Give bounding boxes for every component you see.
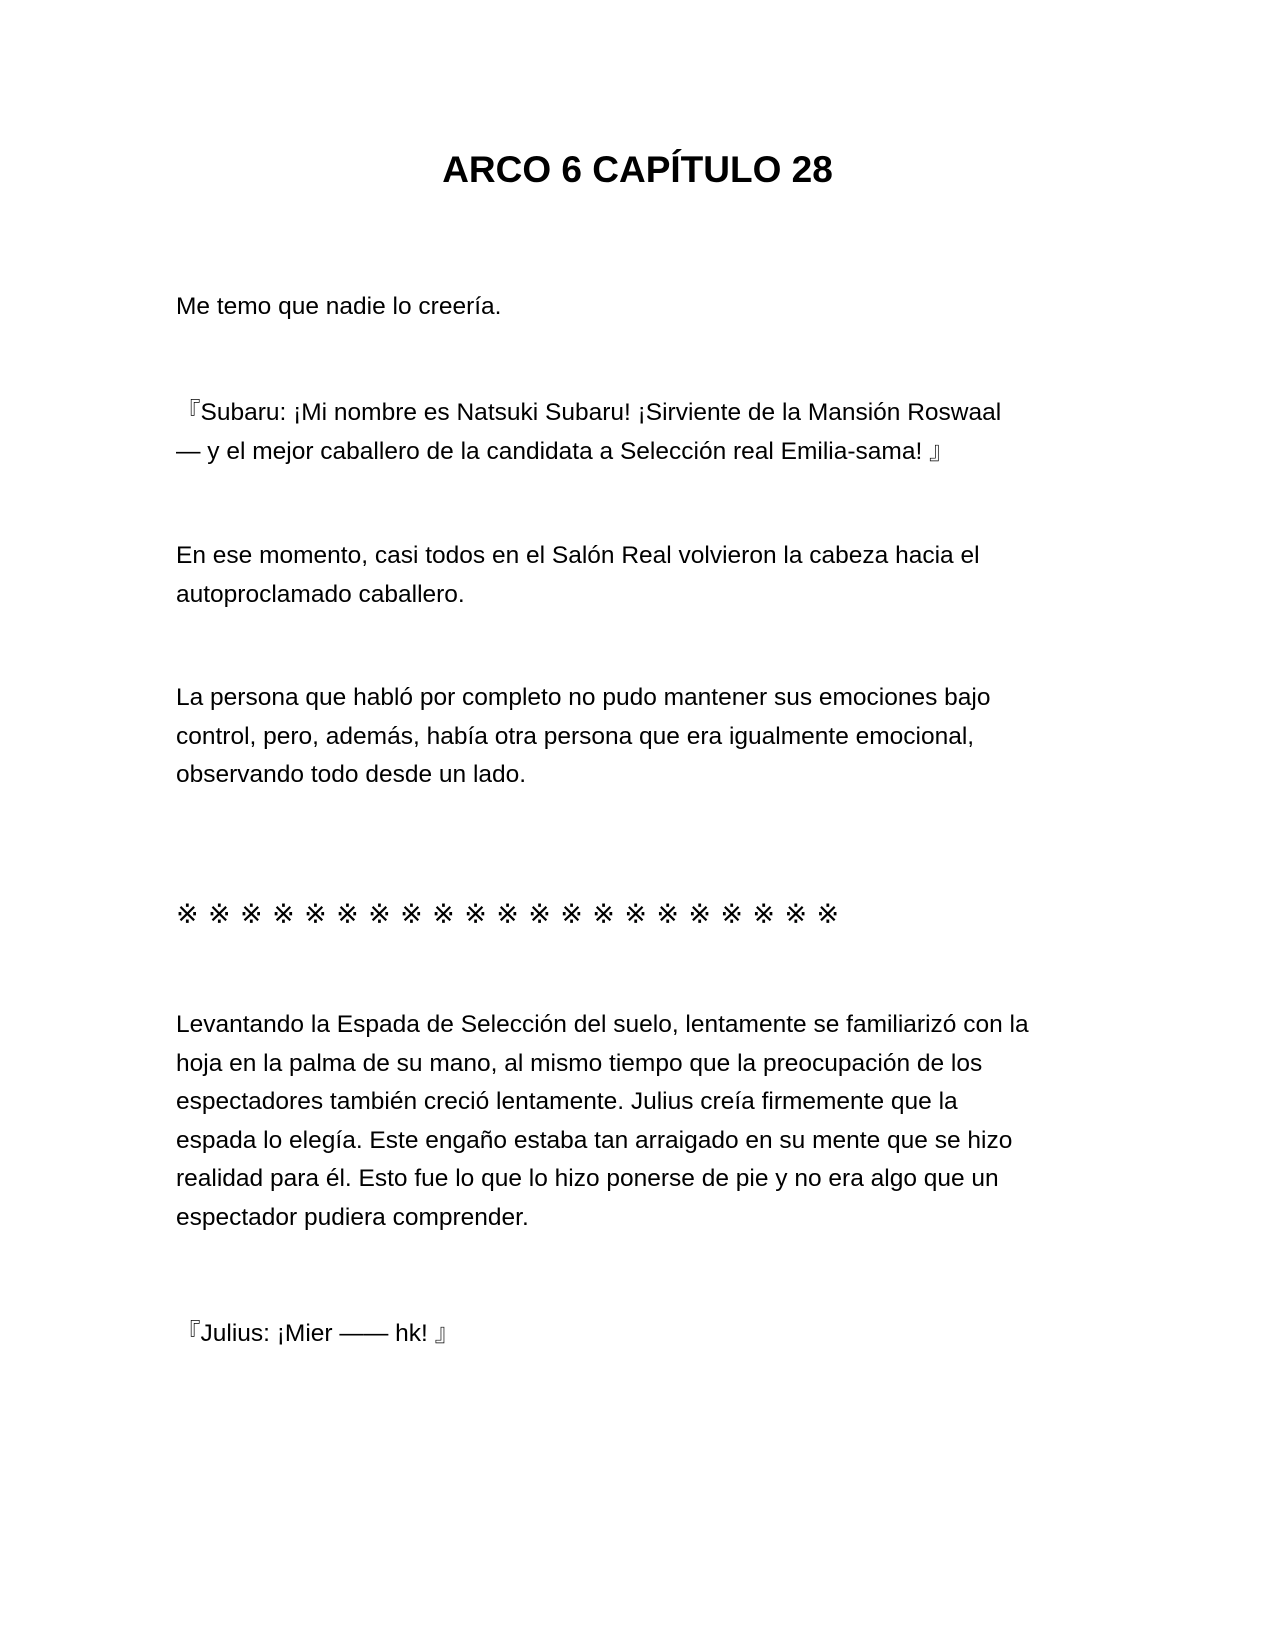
text-line: espectador pudiera comprender. <box>176 1203 529 1231</box>
text-line: realidad para él. Esto fue lo que lo hizo ponerse de pie y no era algo que un <box>176 1165 999 1192</box>
text-line: En ese momento, casi todos en el Salón Real volvieron la cabeza hacia el <box>176 542 980 569</box>
paragraph-emociones <box>176 679 1116 795</box>
text-line: observando todo desde un lado. <box>176 761 527 788</box>
paragraph-opening <box>176 288 1116 327</box>
dialogue-julius <box>176 1315 1116 1354</box>
text-line: 『Julius: ¡Mier —— hk! 』 <box>176 1320 460 1347</box>
section-separator: ※※※※※※※※※※※※※※※※※※※※※ <box>176 899 849 930</box>
text-line: 『Subaru: ¡Mi nombre es Natsuki Subaru! ¡Sirviente de la Mansión Roswaal <box>176 399 1002 426</box>
text-line: — y el mejor caballero de la candidata a Selección real Emilia-sama! 』 <box>176 437 954 465</box>
text-line: Me temo que nadie lo creería. <box>176 293 502 320</box>
text-line: autoproclamado caballero. <box>176 580 465 608</box>
text-line: espada lo elegía. Este engaño estaba tan arraigado en su mente que se hizo <box>176 1126 1013 1154</box>
chapter-title: ARCO 6 CAPÍTULO 28 <box>442 149 833 190</box>
paragraph-salon-real <box>176 537 1116 614</box>
paragraph-espada <box>176 1006 1116 1237</box>
dialogue-subaru <box>176 394 1116 471</box>
text-line: Levantando la Espada de Selección del suelo, lentamente se familiarizó con la <box>176 1011 1029 1038</box>
text-line: control, pero, además, había otra persona que era igualmente emocional, <box>176 722 975 750</box>
text-line: hoja en la palma de su mano, al mismo tiempo que la preocupación de los <box>176 1049 983 1077</box>
text-line: La persona que habló por completo no pudo mantener sus emociones bajo <box>176 684 991 711</box>
text-line: espectadores también creció lentamente. Julius creía firmemente que la <box>176 1088 958 1115</box>
